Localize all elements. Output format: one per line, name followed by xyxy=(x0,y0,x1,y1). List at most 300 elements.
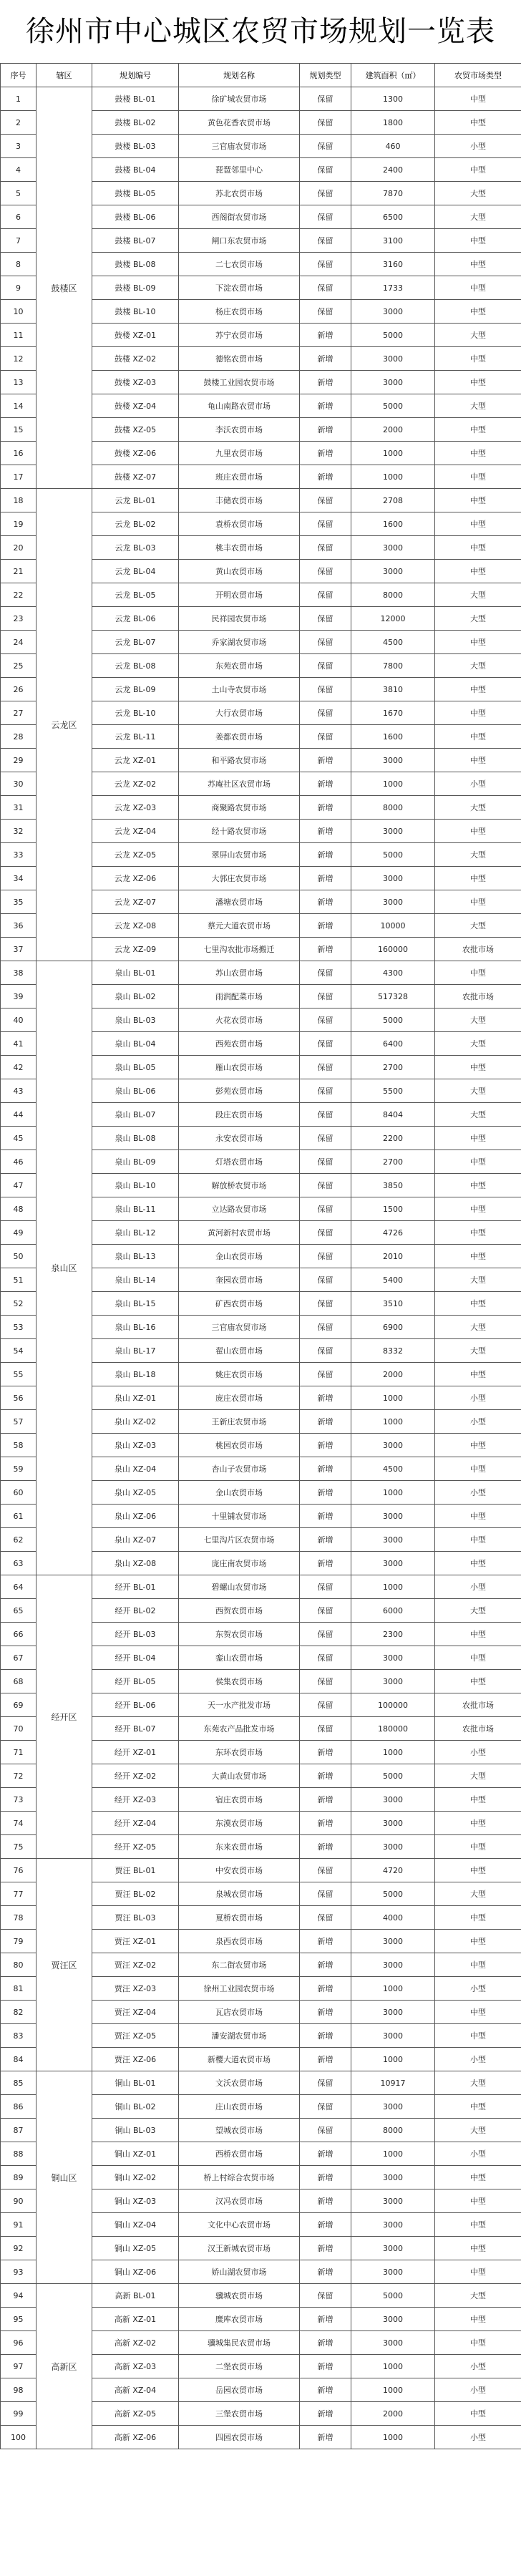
cell-plan-type: 新增 xyxy=(300,1812,351,1835)
cell-index: 31 xyxy=(1,796,36,820)
cell-plan-code: 鼓楼 XZ-04 xyxy=(92,394,179,418)
cell-plan-type: 保留 xyxy=(300,1882,351,1906)
cell-plan-code: 高新 XZ-02 xyxy=(92,2331,179,2355)
cell-plan-type: 新增 xyxy=(300,914,351,938)
cell-index: 8 xyxy=(1,253,36,276)
cell-floor-area: 6500 xyxy=(351,205,435,229)
cell-market-type: 中型 xyxy=(435,2213,521,2237)
cell-plan-name: 雁山农贸市场 xyxy=(179,1056,300,1079)
cell-plan-type: 新增 xyxy=(300,2001,351,2024)
cell-plan-type: 新增 xyxy=(300,418,351,442)
cell-plan-code: 高新 XZ-01 xyxy=(92,2308,179,2331)
cell-floor-area: 6900 xyxy=(351,1316,435,1339)
cell-market-type: 小型 xyxy=(435,2048,521,2071)
cell-floor-area: 3000 xyxy=(351,2001,435,2024)
header-district: 辖区 xyxy=(36,64,92,87)
cell-plan-type: 新增 xyxy=(300,796,351,820)
cell-plan-name: 三官庙农贸市场 xyxy=(179,135,300,158)
cell-district: 铜山区 xyxy=(36,2071,92,2284)
cell-plan-type: 新增 xyxy=(300,1835,351,1859)
cell-market-type: 中型 xyxy=(435,820,521,843)
cell-index: 57 xyxy=(1,1410,36,1434)
cell-plan-code: 鼓楼 BL-08 xyxy=(92,253,179,276)
cell-plan-code: 云龙 BL-10 xyxy=(92,701,179,725)
cell-plan-name: 彭苑农贸市场 xyxy=(179,1079,300,1103)
cell-index: 3 xyxy=(1,135,36,158)
cell-plan-code: 铜山 XZ-02 xyxy=(92,2166,179,2189)
cell-index: 78 xyxy=(1,1906,36,1930)
cell-floor-area: 1000 xyxy=(351,442,435,465)
cell-index: 95 xyxy=(1,2308,36,2331)
header-plan-code: 规划编号 xyxy=(92,64,179,87)
cell-index: 49 xyxy=(1,1221,36,1245)
cell-plan-type: 保留 xyxy=(300,1127,351,1150)
cell-plan-code: 泉山 BL-13 xyxy=(92,1245,179,1268)
cell-plan-name: 东苑农贸市场 xyxy=(179,654,300,678)
cell-index: 11 xyxy=(1,324,36,347)
cell-floor-area: 10000 xyxy=(351,914,435,938)
cell-market-type: 中型 xyxy=(435,1457,521,1481)
cell-floor-area: 1670 xyxy=(351,701,435,725)
cell-floor-area: 3000 xyxy=(351,2331,435,2355)
cell-plan-type: 新增 xyxy=(300,2189,351,2213)
cell-index: 48 xyxy=(1,1197,36,1221)
cell-market-type: 大型 xyxy=(435,1103,521,1127)
cell-market-type: 中型 xyxy=(435,1174,521,1197)
cell-market-type: 小型 xyxy=(435,1741,521,1764)
table-row xyxy=(1,2071,521,2095)
cell-plan-type: 保留 xyxy=(300,678,351,701)
cell-index: 17 xyxy=(1,465,36,489)
cell-index: 14 xyxy=(1,394,36,418)
cell-plan-code: 鼓楼 XZ-02 xyxy=(92,347,179,371)
cell-plan-name: 西贺农贸市场 xyxy=(179,1599,300,1623)
cell-plan-code: 泉山 XZ-04 xyxy=(92,1457,179,1481)
cell-floor-area: 1000 xyxy=(351,2355,435,2378)
cell-index: 82 xyxy=(1,2001,36,2024)
cell-index: 98 xyxy=(1,2378,36,2402)
cell-plan-code: 经开 XZ-01 xyxy=(92,1741,179,1764)
cell-market-type: 中型 xyxy=(435,2189,521,2213)
cell-plan-code: 铜山 XZ-03 xyxy=(92,2189,179,2213)
cell-floor-area: 2700 xyxy=(351,1150,435,1174)
cell-plan-name: 七里沟农批市场搬迁 xyxy=(179,938,300,961)
cell-index: 32 xyxy=(1,820,36,843)
cell-floor-area: 517328 xyxy=(351,985,435,1008)
cell-plan-code: 贾汪 XZ-03 xyxy=(92,1977,179,2001)
cell-floor-area: 1000 xyxy=(351,2426,435,2449)
cell-plan-code: 高新 XZ-06 xyxy=(92,2426,179,2449)
cell-plan-name: 天一水产批发市场 xyxy=(179,1693,300,1717)
cell-floor-area: 5000 xyxy=(351,394,435,418)
cell-plan-type: 新增 xyxy=(300,324,351,347)
cell-floor-area: 3000 xyxy=(351,1812,435,1835)
cell-market-type: 大型 xyxy=(435,1008,521,1032)
cell-plan-type: 新增 xyxy=(300,843,351,867)
cell-plan-code: 铜山 BL-02 xyxy=(92,2095,179,2119)
cell-market-type: 中型 xyxy=(435,749,521,772)
cell-plan-type: 保留 xyxy=(300,229,351,253)
cell-plan-code: 贾汪 XZ-06 xyxy=(92,2048,179,2071)
cell-plan-type: 新增 xyxy=(300,2024,351,2048)
cell-plan-name: 九里农贸市场 xyxy=(179,442,300,465)
cell-plan-name: 袁桥农贸市场 xyxy=(179,512,300,536)
cell-market-type: 中型 xyxy=(435,489,521,512)
cell-market-type: 中型 xyxy=(435,1528,521,1552)
cell-plan-name: 矿西农贸市场 xyxy=(179,1292,300,1316)
cell-index: 89 xyxy=(1,2166,36,2189)
cell-market-type: 大型 xyxy=(435,1268,521,1292)
cell-plan-name: 苏宁农贸市场 xyxy=(179,324,300,347)
cell-plan-code: 鼓楼 BL-05 xyxy=(92,182,179,205)
cell-index: 76 xyxy=(1,1859,36,1882)
cell-market-type: 小型 xyxy=(435,2378,521,2402)
cell-floor-area: 3000 xyxy=(351,867,435,890)
cell-plan-code: 云龙 XZ-04 xyxy=(92,820,179,843)
cell-plan-name: 骥城集民农贸市场 xyxy=(179,2331,300,2355)
cell-market-type: 大型 xyxy=(435,583,521,607)
cell-floor-area: 1000 xyxy=(351,465,435,489)
cell-market-type: 中型 xyxy=(435,1812,521,1835)
cell-plan-type: 保留 xyxy=(300,1670,351,1693)
cell-plan-code: 经开 BL-06 xyxy=(92,1693,179,1717)
cell-market-type: 中型 xyxy=(435,1245,521,1268)
cell-plan-name: 宿庄农贸市场 xyxy=(179,1788,300,1812)
cell-floor-area: 3000 xyxy=(351,560,435,583)
cell-plan-name: 岳园农贸市场 xyxy=(179,2378,300,2402)
cell-plan-type: 新增 xyxy=(300,1953,351,1977)
cell-market-type: 中型 xyxy=(435,512,521,536)
cell-floor-area: 1000 xyxy=(351,1741,435,1764)
cell-index: 90 xyxy=(1,2189,36,2213)
cell-index: 66 xyxy=(1,1623,36,1646)
cell-market-type: 大型 xyxy=(435,914,521,938)
cell-floor-area: 5000 xyxy=(351,324,435,347)
cell-plan-type: 新增 xyxy=(300,2308,351,2331)
cell-plan-type: 保留 xyxy=(300,607,351,631)
cell-floor-area: 3000 xyxy=(351,347,435,371)
cell-plan-code: 云龙 BL-03 xyxy=(92,536,179,560)
cell-plan-name: 李沃农贸市场 xyxy=(179,418,300,442)
cell-floor-area: 6400 xyxy=(351,1032,435,1056)
cell-plan-type: 新增 xyxy=(300,2331,351,2355)
cell-plan-code: 鼓楼 BL-01 xyxy=(92,87,179,111)
cell-plan-code: 泉山 BL-10 xyxy=(92,1174,179,1197)
cell-market-type: 中型 xyxy=(435,2237,521,2260)
cell-index: 75 xyxy=(1,1835,36,1859)
cell-plan-type: 新增 xyxy=(300,749,351,772)
cell-plan-type: 新增 xyxy=(300,938,351,961)
cell-plan-name: 中安农贸市场 xyxy=(179,1859,300,1882)
cell-plan-code: 泉山 XZ-01 xyxy=(92,1386,179,1410)
cell-market-type: 大型 xyxy=(435,182,521,205)
cell-plan-code: 高新 XZ-04 xyxy=(92,2378,179,2402)
cell-plan-name: 灯塔农贸市场 xyxy=(179,1150,300,1174)
cell-plan-type: 保留 xyxy=(300,1174,351,1197)
cell-plan-code: 铜山 XZ-01 xyxy=(92,2142,179,2166)
cell-plan-name: 东环农贸市场 xyxy=(179,1741,300,1764)
cell-plan-code: 鼓楼 BL-04 xyxy=(92,158,179,182)
cell-plan-name: 黄河新村农贸市场 xyxy=(179,1221,300,1245)
cell-plan-code: 铜山 XZ-05 xyxy=(92,2237,179,2260)
header-plan-name: 规划名称 xyxy=(179,64,300,87)
cell-index: 73 xyxy=(1,1788,36,1812)
cell-plan-code: 贾汪 XZ-02 xyxy=(92,1953,179,1977)
cell-index: 52 xyxy=(1,1292,36,1316)
cell-index: 47 xyxy=(1,1174,36,1197)
cell-index: 9 xyxy=(1,276,36,300)
cell-floor-area: 1000 xyxy=(351,772,435,796)
cell-market-type: 中型 xyxy=(435,2001,521,2024)
cell-plan-code: 鼓楼 BL-07 xyxy=(92,229,179,253)
cell-plan-name: 龟山南路农贸市场 xyxy=(179,394,300,418)
cell-plan-name: 王新庄农贸市场 xyxy=(179,1410,300,1434)
cell-index: 83 xyxy=(1,2024,36,2048)
cell-plan-code: 铜山 BL-01 xyxy=(92,2071,179,2095)
cell-plan-type: 保留 xyxy=(300,1150,351,1174)
cell-floor-area: 160000 xyxy=(351,938,435,961)
cell-index: 39 xyxy=(1,985,36,1008)
cell-plan-name: 东苑农产品批发市场 xyxy=(179,1717,300,1741)
cell-market-type: 大型 xyxy=(435,1599,521,1623)
cell-market-type: 大型 xyxy=(435,2071,521,2095)
cell-floor-area: 3000 xyxy=(351,1953,435,1977)
cell-plan-code: 铜山 XZ-06 xyxy=(92,2260,179,2284)
cell-market-type: 中型 xyxy=(435,2166,521,2189)
cell-plan-name: 苏庵社区农贸市场 xyxy=(179,772,300,796)
cell-plan-type: 保留 xyxy=(300,1623,351,1646)
cell-plan-type: 保留 xyxy=(300,1599,351,1623)
cell-index: 21 xyxy=(1,560,36,583)
cell-plan-type: 保留 xyxy=(300,2119,351,2142)
table-row xyxy=(1,961,521,985)
cell-index: 20 xyxy=(1,536,36,560)
cell-index: 87 xyxy=(1,2119,36,2142)
cell-market-type: 中型 xyxy=(435,1623,521,1646)
cell-plan-type: 保留 xyxy=(300,1221,351,1245)
cell-plan-name: 永安农贸市场 xyxy=(179,1127,300,1150)
cell-floor-area: 5000 xyxy=(351,1764,435,1788)
cell-index: 100 xyxy=(1,2426,36,2449)
cell-index: 18 xyxy=(1,489,36,512)
cell-plan-type: 新增 xyxy=(300,465,351,489)
cell-plan-code: 云龙 BL-02 xyxy=(92,512,179,536)
cell-market-type: 中型 xyxy=(435,1292,521,1316)
cell-plan-type: 保留 xyxy=(300,111,351,135)
cell-market-type: 中型 xyxy=(435,2308,521,2331)
cell-market-type: 大型 xyxy=(435,1882,521,1906)
cell-plan-code: 云龙 XZ-05 xyxy=(92,843,179,867)
table-row xyxy=(1,2284,521,2308)
cell-plan-type: 保留 xyxy=(300,2284,351,2308)
cell-plan-name: 东来农贸市场 xyxy=(179,1835,300,1859)
cell-plan-type: 新增 xyxy=(300,394,351,418)
cell-plan-type: 保留 xyxy=(300,1646,351,1670)
cell-plan-type: 新增 xyxy=(300,2213,351,2237)
cell-index: 36 xyxy=(1,914,36,938)
cell-plan-type: 保留 xyxy=(300,182,351,205)
cell-floor-area: 3100 xyxy=(351,229,435,253)
cell-floor-area: 3000 xyxy=(351,1434,435,1457)
cell-index: 51 xyxy=(1,1268,36,1292)
cell-index: 86 xyxy=(1,2095,36,2119)
cell-index: 13 xyxy=(1,371,36,394)
cell-plan-type: 保留 xyxy=(300,253,351,276)
cell-market-type: 农批市场 xyxy=(435,985,521,1008)
cell-plan-name: 火花农贸市场 xyxy=(179,1008,300,1032)
cell-floor-area: 2010 xyxy=(351,1245,435,1268)
cell-floor-area: 5000 xyxy=(351,843,435,867)
cell-plan-code: 高新 XZ-03 xyxy=(92,2355,179,2378)
cell-plan-name: 十里铺农贸市场 xyxy=(179,1505,300,1528)
cell-index: 43 xyxy=(1,1079,36,1103)
cell-plan-name: 三官庙农贸市场 xyxy=(179,1316,300,1339)
cell-floor-area: 3000 xyxy=(351,2166,435,2189)
cell-plan-code: 鼓楼 BL-06 xyxy=(92,205,179,229)
cell-plan-name: 潘塘农贸市场 xyxy=(179,890,300,914)
cell-index: 93 xyxy=(1,2260,36,2284)
cell-plan-type: 新增 xyxy=(300,2142,351,2166)
cell-plan-code: 云龙 BL-01 xyxy=(92,489,179,512)
cell-floor-area: 1600 xyxy=(351,725,435,749)
cell-plan-type: 保留 xyxy=(300,1859,351,1882)
cell-index: 45 xyxy=(1,1127,36,1150)
cell-market-type: 中型 xyxy=(435,1363,521,1386)
cell-index: 97 xyxy=(1,2355,36,2378)
cell-floor-area: 4726 xyxy=(351,1221,435,1245)
cell-index: 94 xyxy=(1,2284,36,2308)
cell-plan-code: 泉山 XZ-07 xyxy=(92,1528,179,1552)
cell-floor-area: 180000 xyxy=(351,1717,435,1741)
cell-floor-area: 3000 xyxy=(351,2095,435,2119)
cell-plan-name: 西苑农贸市场 xyxy=(179,1032,300,1056)
cell-index: 29 xyxy=(1,749,36,772)
cell-plan-name: 闸口东农贸市场 xyxy=(179,229,300,253)
cell-plan-name: 金山农贸市场 xyxy=(179,1481,300,1505)
cell-market-type: 中型 xyxy=(435,276,521,300)
cell-index: 19 xyxy=(1,512,36,536)
cell-index: 10 xyxy=(1,300,36,324)
cell-market-type: 中型 xyxy=(435,1835,521,1859)
cell-index: 28 xyxy=(1,725,36,749)
cell-plan-code: 经开 XZ-02 xyxy=(92,1764,179,1788)
cell-plan-code: 经开 BL-05 xyxy=(92,1670,179,1693)
cell-market-type: 中型 xyxy=(435,111,521,135)
cell-plan-code: 泉山 BL-03 xyxy=(92,1008,179,1032)
cell-floor-area: 8000 xyxy=(351,796,435,820)
cell-floor-area: 460 xyxy=(351,135,435,158)
cell-market-type: 大型 xyxy=(435,205,521,229)
cell-plan-code: 泉山 XZ-06 xyxy=(92,1505,179,1528)
cell-index: 80 xyxy=(1,1953,36,1977)
cell-market-type: 中型 xyxy=(435,1197,521,1221)
cell-index: 33 xyxy=(1,843,36,867)
cell-plan-type: 新增 xyxy=(300,2426,351,2449)
cell-index: 70 xyxy=(1,1717,36,1741)
cell-plan-type: 保留 xyxy=(300,1079,351,1103)
cell-market-type: 大型 xyxy=(435,1339,521,1363)
cell-floor-area: 3000 xyxy=(351,536,435,560)
cell-index: 92 xyxy=(1,2237,36,2260)
cell-floor-area: 3000 xyxy=(351,749,435,772)
cell-plan-type: 新增 xyxy=(300,2355,351,2378)
cell-district: 泉山区 xyxy=(36,961,92,1575)
cell-index: 46 xyxy=(1,1150,36,1174)
cell-plan-type: 新增 xyxy=(300,820,351,843)
cell-plan-type: 保留 xyxy=(300,1008,351,1032)
cell-market-type: 小型 xyxy=(435,1977,521,2001)
cell-floor-area: 2700 xyxy=(351,1056,435,1079)
cell-index: 1 xyxy=(1,87,36,111)
cell-plan-name: 翠屏山农贸市场 xyxy=(179,843,300,867)
cell-plan-name: 泉城农贸市场 xyxy=(179,1882,300,1906)
cell-market-type: 小型 xyxy=(435,1481,521,1505)
cell-plan-code: 云龙 BL-08 xyxy=(92,654,179,678)
cell-floor-area: 4720 xyxy=(351,1859,435,1882)
cell-market-type: 小型 xyxy=(435,1410,521,1434)
cell-plan-name: 望城农贸市场 xyxy=(179,2119,300,2142)
cell-floor-area: 5000 xyxy=(351,1008,435,1032)
cell-plan-type: 保留 xyxy=(300,1032,351,1056)
cell-market-type: 小型 xyxy=(435,1575,521,1599)
cell-index: 26 xyxy=(1,678,36,701)
cell-plan-type: 新增 xyxy=(300,1528,351,1552)
cell-plan-type: 保留 xyxy=(300,158,351,182)
cell-district: 高新区 xyxy=(36,2284,92,2449)
cell-floor-area: 2000 xyxy=(351,2402,435,2426)
cell-floor-area: 3000 xyxy=(351,1670,435,1693)
cell-plan-name: 杨庄农贸市场 xyxy=(179,300,300,324)
cell-plan-name: 文化中心农贸市场 xyxy=(179,2213,300,2237)
cell-plan-type: 保留 xyxy=(300,1363,351,1386)
cell-plan-name: 泉西农贸市场 xyxy=(179,1930,300,1953)
cell-floor-area: 3000 xyxy=(351,1788,435,1812)
cell-market-type: 中型 xyxy=(435,1930,521,1953)
cell-market-type: 中型 xyxy=(435,465,521,489)
cell-index: 27 xyxy=(1,701,36,725)
cell-plan-type: 保留 xyxy=(300,654,351,678)
cell-plan-code: 泉山 BL-18 xyxy=(92,1363,179,1386)
cell-plan-name: 庄山农贸市场 xyxy=(179,2095,300,2119)
cell-market-type: 中型 xyxy=(435,2402,521,2426)
cell-market-type: 中型 xyxy=(435,1906,521,1930)
cell-plan-name: 经十路农贸市场 xyxy=(179,820,300,843)
cell-index: 41 xyxy=(1,1032,36,1056)
cell-plan-code: 经开 BL-02 xyxy=(92,1599,179,1623)
cell-plan-name: 夏桥农贸市场 xyxy=(179,1906,300,1930)
cell-market-type: 中型 xyxy=(435,2024,521,2048)
cell-plan-code: 云龙 XZ-06 xyxy=(92,867,179,890)
cell-plan-code: 鼓楼 BL-02 xyxy=(92,111,179,135)
cell-plan-type: 保留 xyxy=(300,1906,351,1930)
cell-index: 56 xyxy=(1,1386,36,1410)
cell-plan-code: 经开 XZ-04 xyxy=(92,1812,179,1835)
cell-plan-code: 泉山 BL-08 xyxy=(92,1127,179,1150)
cell-index: 22 xyxy=(1,583,36,607)
cell-market-type: 中型 xyxy=(435,631,521,654)
cell-index: 23 xyxy=(1,607,36,631)
cell-plan-code: 鼓楼 XZ-05 xyxy=(92,418,179,442)
cell-plan-type: 新增 xyxy=(300,347,351,371)
cell-index: 4 xyxy=(1,158,36,182)
cell-plan-type: 保留 xyxy=(300,1197,351,1221)
cell-index: 91 xyxy=(1,2213,36,2237)
cell-plan-code: 铜山 BL-03 xyxy=(92,2119,179,2142)
cell-market-type: 小型 xyxy=(435,1386,521,1410)
cell-floor-area: 2000 xyxy=(351,418,435,442)
cell-index: 16 xyxy=(1,442,36,465)
cell-index: 99 xyxy=(1,2402,36,2426)
